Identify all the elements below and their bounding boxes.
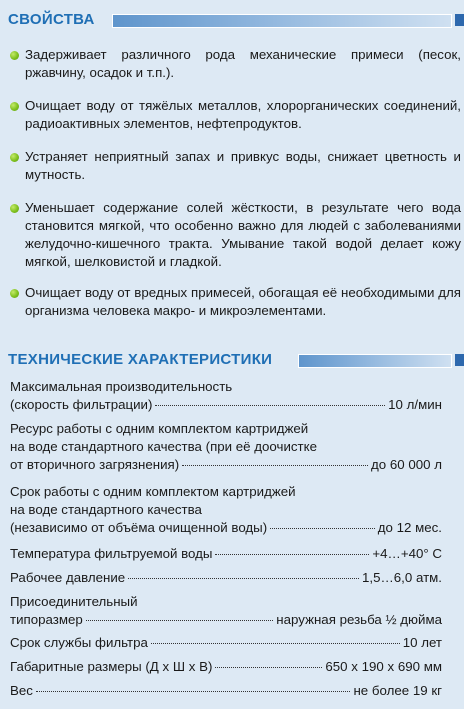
spec-row: [10, 593, 442, 629]
bullet-dot-icon: [10, 51, 19, 60]
spec-last-line: [10, 396, 442, 414]
property-text: Очищает воду от вредных примесей, обогащая её необходимыми для организма человека макро- и микроэлементами.: [25, 285, 461, 318]
bullet-dot-icon: [10, 204, 19, 213]
spec-value: до 60 000 л: [371, 457, 442, 472]
header-square: [455, 14, 464, 26]
spec-row: [10, 569, 442, 587]
spec-last-line: [10, 519, 442, 537]
spec-value: не более 19 кг: [353, 683, 442, 698]
header-bar: [298, 354, 452, 368]
specs-header: [0, 349, 464, 371]
bullet-dot-icon: [10, 289, 19, 298]
spec-last-line: [10, 545, 442, 563]
spec-last-line: [10, 569, 442, 587]
bullet-dot-icon: [10, 102, 19, 111]
spec-value: наружная резьба ½ дюйма: [276, 612, 442, 627]
dot-leader: [128, 578, 359, 579]
spec-label-line: на воде стандартного качества (при её доочистке: [10, 439, 317, 454]
property-text: Уменьшает содержание солей жёсткости, в результате чего вода становится мягкой, что особенно важно для людей с заболеваниями желудочно-кишечного тракта. Умывание такой водой делает кожу мягкой, шелковистой и гладкой.: [25, 200, 461, 269]
spec-value: 1,5…6,0 атм.: [362, 570, 442, 585]
spec-last-line: [10, 682, 442, 700]
spec-label: Рабочее давление: [10, 570, 126, 585]
bullet-dot-icon: [10, 153, 19, 162]
spec-label: Температура фильтруемой воды: [10, 546, 213, 561]
spec-label: Срок службы фильтра: [10, 635, 148, 650]
spec-value: 10 л/мин: [388, 397, 442, 412]
spec-last-line: [10, 634, 442, 652]
spec-row: [10, 483, 442, 537]
spec-label: Вес: [10, 683, 33, 698]
spec-label-line: Присоединительный: [10, 594, 138, 609]
spec-label-line: Срок работы с одним комплектом картриджей: [10, 484, 296, 499]
property-text: Очищает воду от тяжёлых металлов, хлорорганических соединений, радиоактивных элементов, нефтепродуктов.: [25, 98, 461, 131]
spec-label-line: на воде стандартного качества: [10, 502, 202, 517]
spec-row: [10, 658, 442, 676]
spec-row: [10, 378, 442, 414]
dot-leader: [182, 465, 368, 466]
spec-label-line: Ресурс работы с одним комплектом картриджей: [10, 421, 309, 436]
spec-label-line: Максимальная производительность: [10, 379, 233, 394]
spec-label: (независимо от объёма очищенной воды): [10, 520, 268, 535]
dot-leader: [36, 691, 351, 692]
spec-value: 10 лет: [402, 635, 442, 650]
spec-row: [10, 420, 442, 474]
header-square: [455, 354, 464, 366]
spec-value: до 12 мес.: [377, 520, 442, 535]
header-bar: [112, 14, 452, 28]
dot-leader: [86, 620, 273, 621]
specs-title: ТЕХНИЧЕСКИЕ ХАРАКТЕРИСТИКИ: [8, 351, 273, 368]
dot-leader: [215, 667, 322, 668]
spec-row: [10, 545, 442, 563]
spec-value: +4…+40° С: [372, 546, 442, 561]
spec-last-line: [10, 611, 442, 629]
properties-header: [0, 9, 464, 31]
spec-row: [10, 634, 442, 652]
spec-label: типоразмер: [10, 612, 83, 627]
spec-label: от вторичного загрязнения): [10, 457, 180, 472]
property-text: Задерживает различного рода механические примеси (песок, ржавчину, осадок и т.п.).: [25, 47, 461, 80]
spec-last-line: [10, 456, 442, 474]
properties-title: СВОЙСТВА: [8, 11, 95, 28]
spec-last-line: [10, 658, 442, 676]
dot-leader: [155, 405, 385, 406]
property-text: Устраняет неприятный запах и привкус воды, снижает цветность и мутность.: [25, 149, 461, 182]
dot-leader: [151, 643, 400, 644]
spec-label: (скорость фильтрации): [10, 397, 153, 412]
dot-leader: [270, 528, 375, 529]
spec-label: Габаритные размеры (Д х Ш х В): [10, 659, 213, 674]
spec-value: 650 х 190 х 690 мм: [325, 659, 442, 674]
spec-row: [10, 682, 442, 700]
dot-leader: [215, 554, 369, 555]
